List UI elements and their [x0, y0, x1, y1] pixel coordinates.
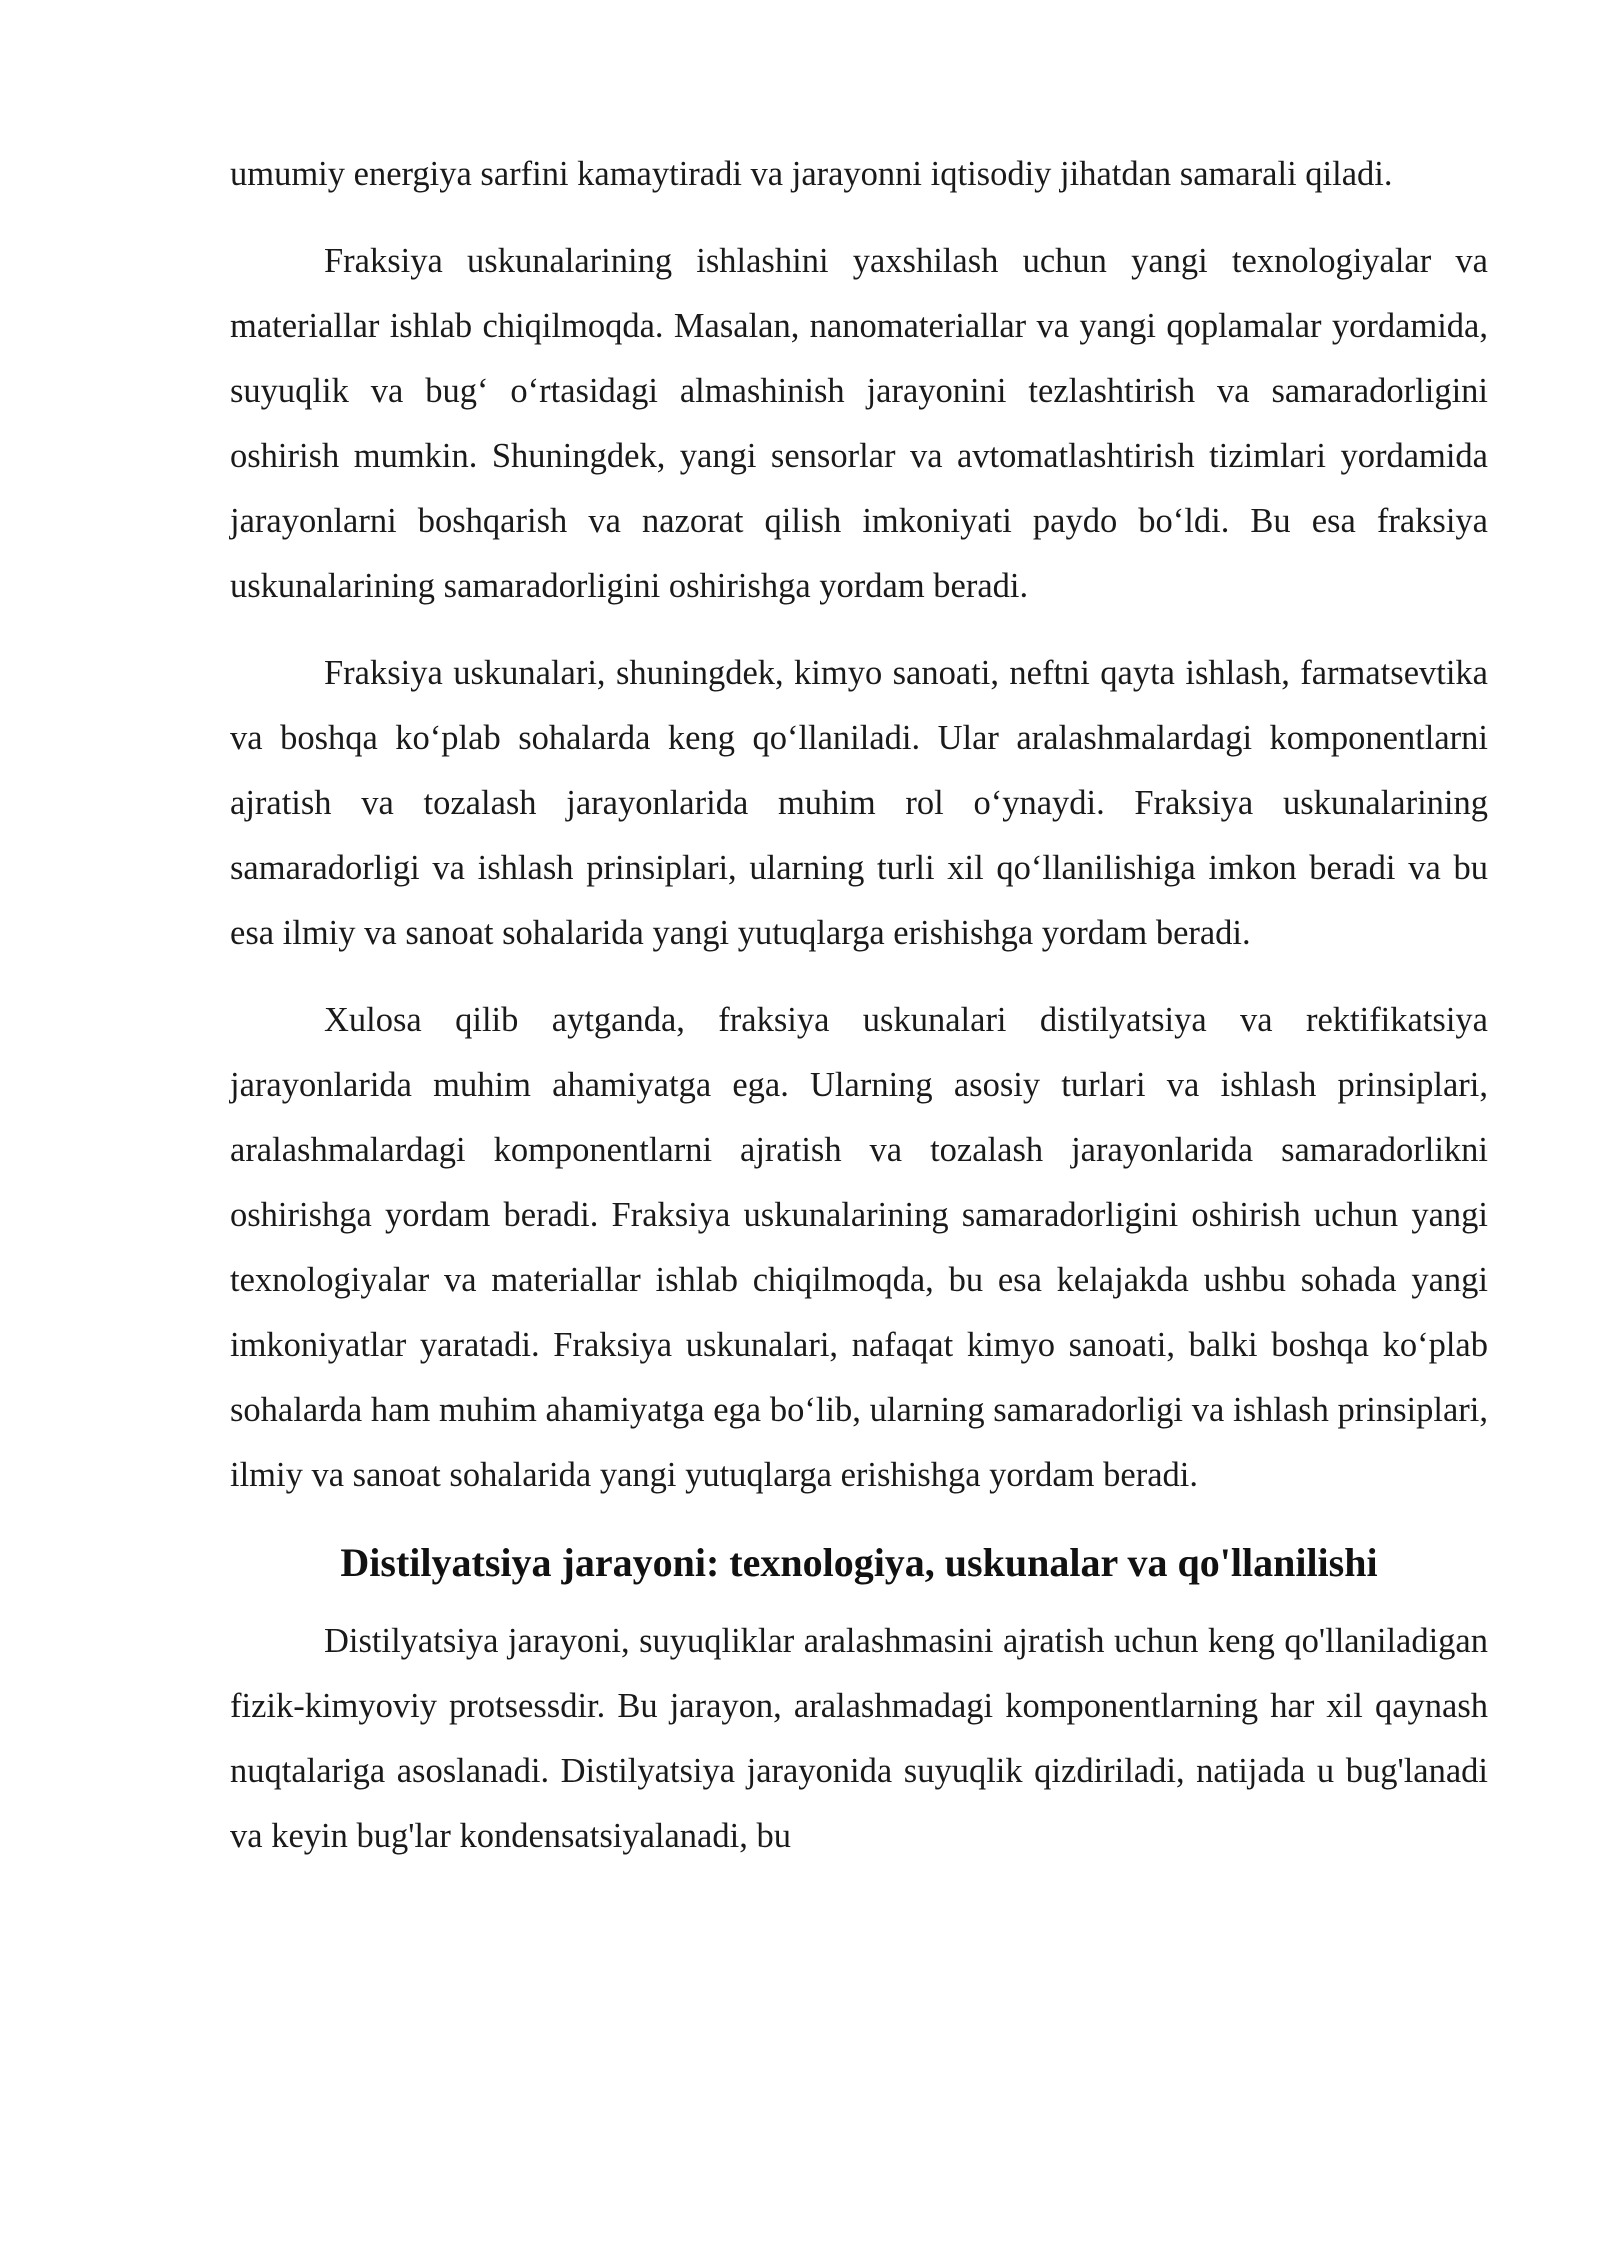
paragraph-applications: Fraksiya uskunalari, shuningdek, kimyo sanoati, neftni qayta ishlash, farmatsevtika va boshqa ko‘plab sohalarda keng qo‘llaniladi. Ular aralashmalardagi komponentlarni ajratish va tozalash jarayonlarida muhim rol o‘ynaydi. Fraksiya uskunalarining samaradorligi va ishlash prinsiplari, ularning turli xil qo‘llanilishiga imkon beradi va bu esa ilmiy va sanoat sohalarida yangi yutuqlarga erishishga yordam beradi. [230, 654, 1488, 952]
paragraph-continuation: umumiy energiya sarfini kamaytiradi va jarayonni iqtisodiy jihatdan samarali qiladi. [230, 155, 1393, 193]
document-body [230, 142, 1488, 1891]
section-heading: Distilyatsiya jarayoni: texnologiya, uskunalar va qo'llanilishi [340, 1540, 1378, 1585]
paragraph-distillation-intro: Distilyatsiya jarayoni, suyuqliklar aralashmasini ajratish uchun keng qo'llaniladigan fizik-kimyoviy protsessdir. Bu jarayon, aralashmadagi komponentlarning har xil qaynash nuqtalariga asoslanadi. Distilyatsiya jarayonida suyuqlik qizdiriladi, natijada u bug'lanadi va keyin bug'lar kondensatsiyalanadi, bu [230, 1622, 1488, 1855]
paragraph-conclusion: Xulosa qilib aytganda, fraksiya uskunalari distilyatsiya va rektifikatsiya jarayonlarida muhim ahamiyatga ega. Ularning asosiy turlari va ishlash prinsiplari, aralashmalardagi komponentlarni ajratish va tozalash jarayonlarida samaradorlikni oshirishga yordam beradi. Fraksiya uskunalarining samaradorligini oshirish uchun yangi texnologiyalar va materiallar ishlab chiqilmoqda, bu esa kelajakda ushbu sohada yangi imkoniyatlar yaratadi. Fraksiya uskunalari, nafaqat kimyo sanoati, balki boshqa ko‘plab sohalarda ham muhim ahamiyatga ega bo‘lib, ularning samaradorligi va ishlash prinsiplari, ilmiy va sanoat sohalarida yangi yutuqlarga erishishga yordam beradi. [230, 1001, 1488, 1494]
paragraph-new-technologies: Fraksiya uskunalarining ishlashini yaxshilash uchun yangi texnologiyalar va materiallar ishlab chiqilmoqda. Masalan, nanomateriallar va yangi qoplamalar yordamida, suyuqlik va bug‘ o‘rtasidagi almashinish jarayonini tezlashtirish va samaradorligini oshirish mumkin. Shuningdek, yangi sensorlar va avtomatlashtirish tizimlari yordamida jarayonlarni boshqarish va nazorat qilish imkoniyati paydo bo‘ldi. Bu esa fraksiya uskunalarining samaradorligini oshirishga yordam beradi. [230, 242, 1488, 605]
